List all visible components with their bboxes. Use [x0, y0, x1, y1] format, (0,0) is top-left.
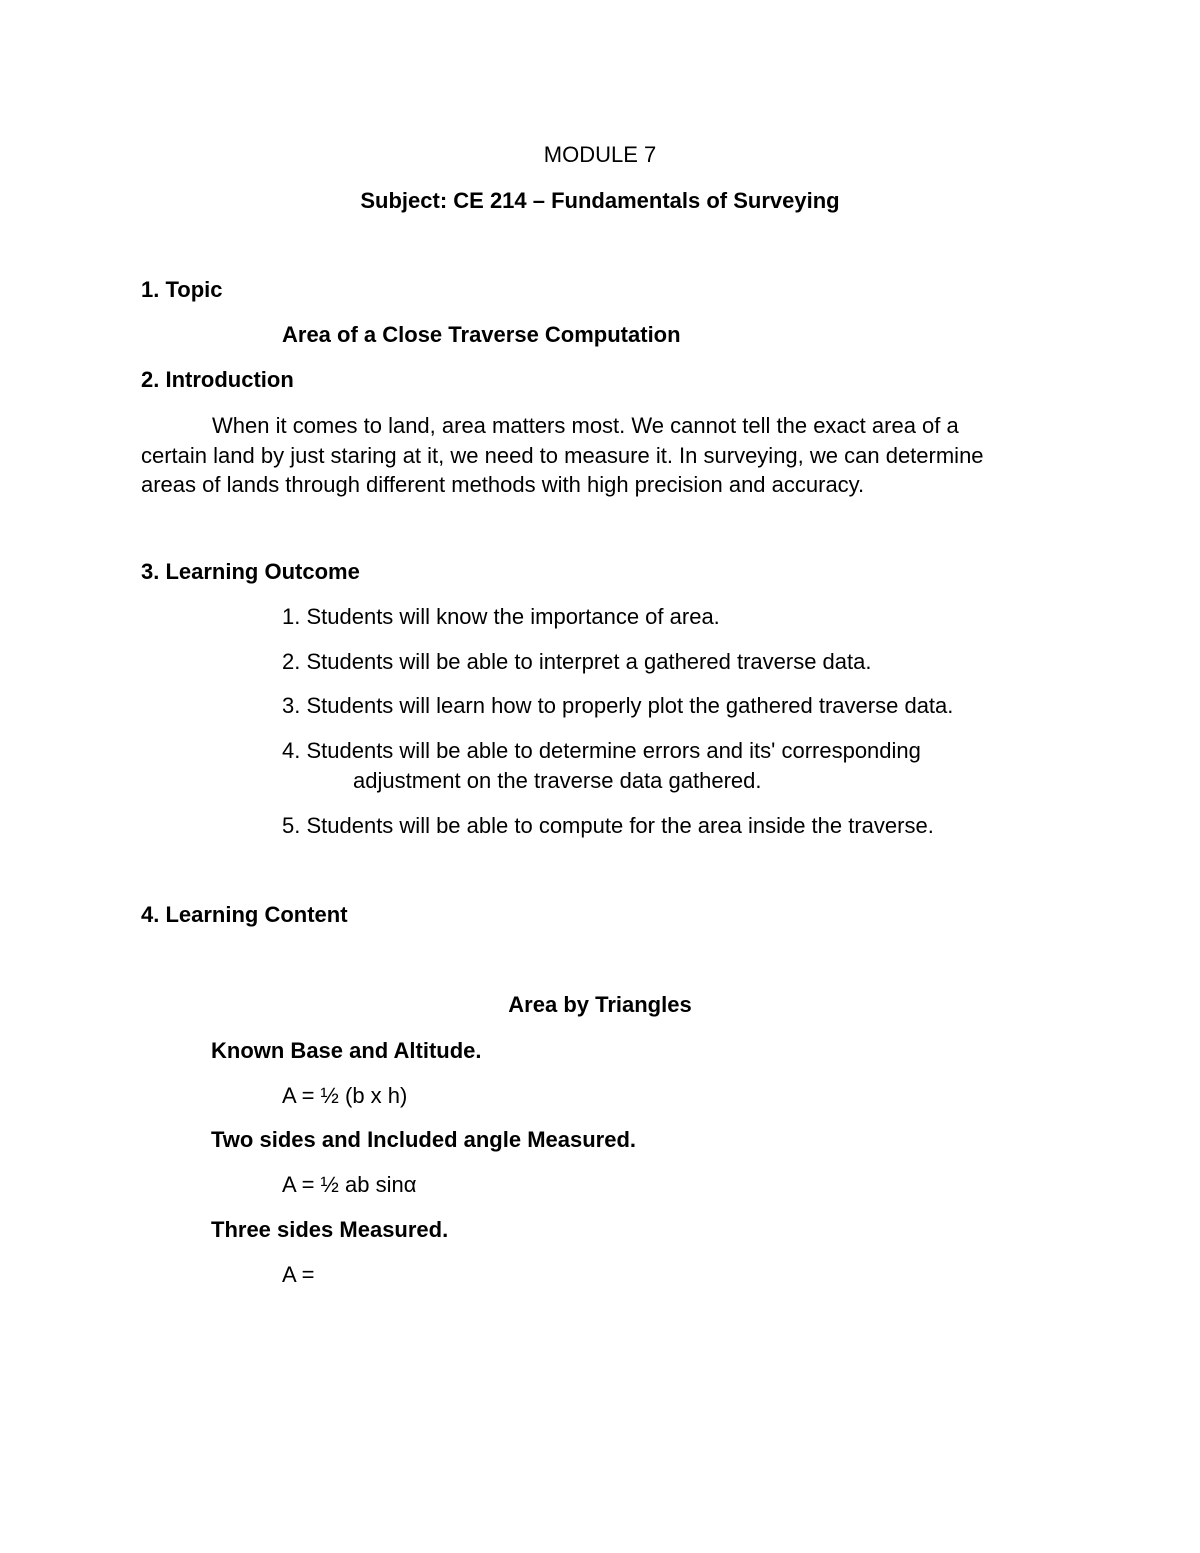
outcome-item: 5. Students will be able to compute for the area inside the traverse. — [282, 813, 934, 838]
outcome-item: 2. Students will be able to interpret a gathered traverse data. — [282, 649, 872, 674]
learning-outcome-heading: 3. Learning Outcome — [141, 559, 360, 584]
case-label: Known Base and Altitude. — [211, 1038, 482, 1063]
topic-heading: 1. Topic — [141, 277, 223, 302]
subject-line: Subject: CE 214 – Fundamentals of Surveying — [360, 188, 840, 213]
formula: A = ½ ab sinα — [282, 1172, 417, 1197]
outcome-item: 4. Students will be able to determine errors and its' corresponding — [282, 738, 921, 763]
formula: A = ½ (b x h) — [282, 1083, 408, 1108]
outcome-item: 1. Students will know the importance of area. — [282, 604, 720, 629]
case-label: Two sides and Included angle Measured. — [211, 1127, 637, 1152]
outcome-item-continuation: adjustment on the traverse data gathered. — [353, 768, 762, 793]
section-title: Area by Triangles — [508, 992, 692, 1017]
introduction-line-text: When it comes to land, area matters most. We cannot tell the exact area of a — [212, 413, 959, 438]
module-title: MODULE 7 — [543, 142, 657, 167]
introduction-line: areas of lands through different methods with high precision and accuracy. — [141, 472, 865, 497]
introduction-line — [141, 411, 1061, 441]
case-label: Three sides Measured. — [211, 1217, 449, 1242]
introduction-line: certain land by just staring at it, we need to measure it. In surveying, we can determine — [141, 442, 984, 468]
outcome-item: 3. Students will learn how to properly plot the gathered traverse data. — [282, 693, 954, 718]
learning-content-heading: 4. Learning Content — [141, 902, 348, 927]
topic-title: Area of a Close Traverse Computation — [282, 322, 681, 347]
introduction-paragraph — [141, 411, 1061, 500]
introduction-heading: 2. Introduction — [141, 367, 294, 392]
formula: A = — [282, 1262, 315, 1287]
